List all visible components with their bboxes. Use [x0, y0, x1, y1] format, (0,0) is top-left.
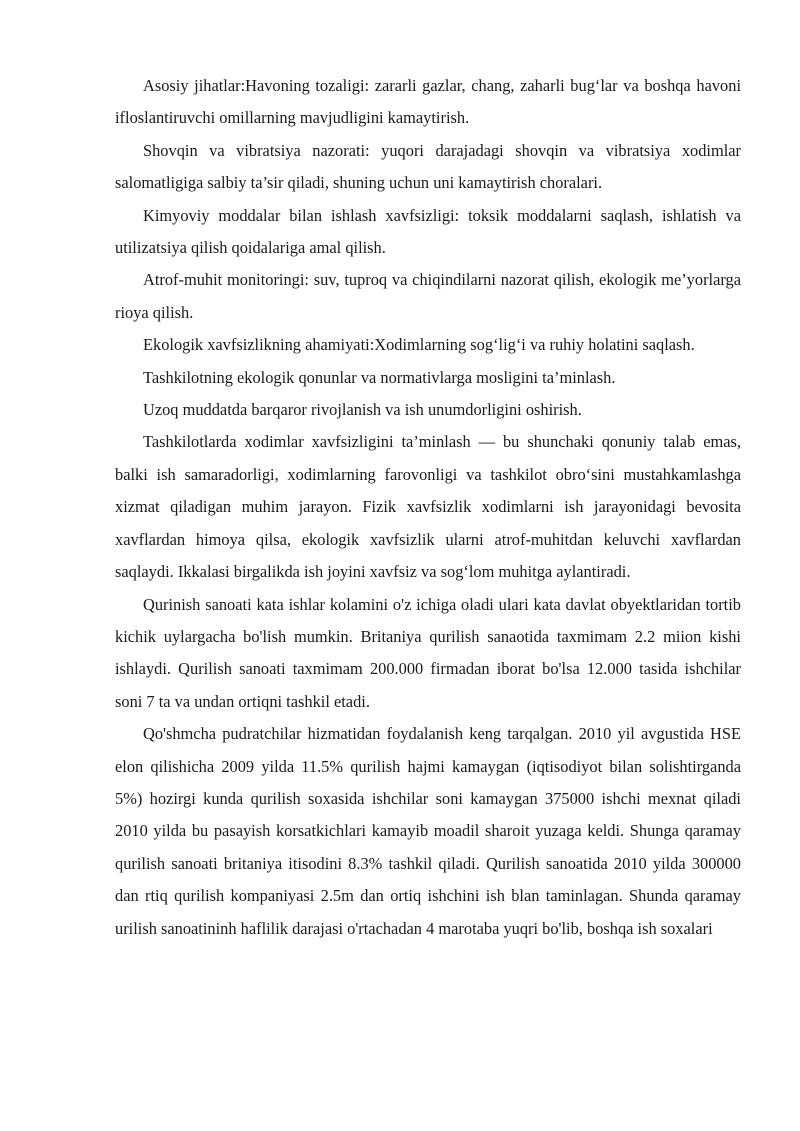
- paragraph-sustainable-development: Uzoq muddatda barqaror rivojlanish va ish unumdorligini oshirish.: [143, 400, 582, 420]
- paragraph-subcontractors: Qo'shmcha pudratchilar hizmatidan foydalanish keng tarqalgan. 2010 yil avgustida HSE elon qilishicha 2009 yilda 11.5% qurilish hajmi kamaygan (iqtisodiyot bilan solishtirganda 5%) hozirgi kunda qurilish soxasida ishchilar soni kamaygan 375000 ishchi mexnat qiladi 2010 yilda bu pasayish korsatkichlari kamayib moadil sharoit yuzaga keldi. Shunga qaramay qurilish sanoati britaniya itisodini 8.3% tashkil qiladi. Qurilish sanoatida 2010 yilda 300000 dan rtiq qurilish kompaniyasi 2.5m dan ortiq ishchini ish blan taminlagan. Shunda qaramay urilish sanoatininh haflilik darajasi o'rtachadan 4 marotaba yuqri bo'lib, boshqa ish soxalari: [115, 724, 741, 938]
- document-page: [115, 70, 741, 945]
- paragraph-chemical-safety: Kimyoviy moddalar bilan ishlash xavfsizligi: toksik moddalarni saqlash, ishlatish va utilizatsiya qilish qoidalariga amal qilish.: [115, 205, 741, 258]
- paragraph-legal-compliance: Tashkilotning ekologik qonunlar va normativlarga mosligini ta’minlash.: [143, 367, 616, 387]
- paragraph-ecological-importance: Ekologik xavfsizlikning ahamiyati:Xodimlarning sog‘lig‘i va ruhiy holatini saqlash.: [143, 335, 695, 355]
- paragraph-environment-monitoring: Atrof-muhit monitoringi: suv, tuproq va chiqindilarni nazorat qilish, ekologik me’yorlarga rioya qilish.: [115, 270, 741, 322]
- paragraph-noise-vibration: Shovqin va vibratsiya nazorati: yuqori darajadagi shovqin va vibratsiya xodimlar salomatligiga salbiy ta’sir qiladi, shuning uchun uni kamaytirish choralari.: [115, 140, 741, 193]
- paragraph-construction-industry: Qurinish sanoati kata ishlar kolamini o'z ichiga oladi ulari kata davlat obyektlaridan tortib kichik uylargacha bo'lish mumkin. Britaniya qurilish sanaotida taxmimam 2.2 miion kishi ishlaydi. Qurilish sanoati taxmimam 200.000 firmadan iborat bo'lsa 12.000 tasida ishchilar soni 7 ta va undan ortiqni tashkil etadi.: [115, 594, 741, 711]
- paragraph-air-quality: Asosiy jihatlar:Havoning tozaligi: zararli gazlar, chang, zaharli bug‘lar va boshqa havoni ifloslantiruvchi omillarning mavjudligini kamaytirish.: [115, 76, 741, 128]
- paragraph-workplace-safety: Tashkilotlarda xodimlar xavfsizligini ta’minlash — bu shunchaki qonuniy talab emas, balki ish samaradorligi, xodimlarning farovonligi va tashkilot obro‘sini mustahkamlashga xizmat qiladigan muhim jarayon. Fizik xavfsizlik xodimlarni ish jarayonidagi bevosita xavflardan himoya qilsa, ekologik xavfsizlik ularni atrof-muhitdan keluvchi xavflardan saqlaydi. Ikkalasi birgalikda ish joyini xavfsiz va sog‘lom muhitga aylantiradi.: [115, 432, 741, 582]
